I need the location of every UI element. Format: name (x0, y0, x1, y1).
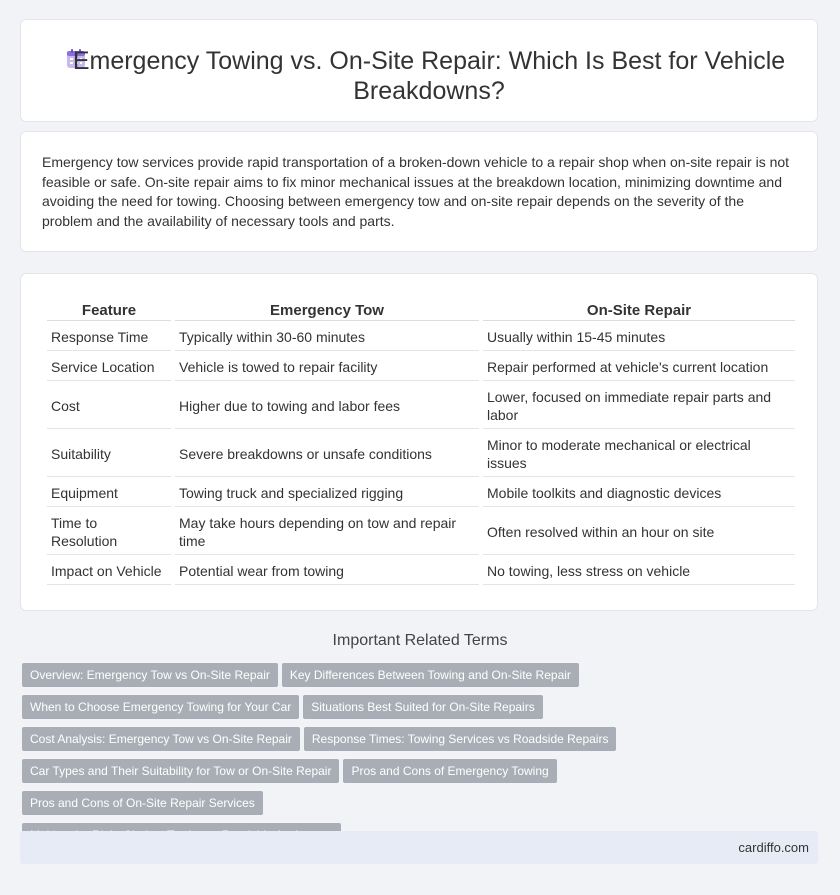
table-cell: No towing, less stress on vehicle (483, 557, 795, 585)
comparison-table (43, 296, 799, 587)
table-header-row (47, 298, 795, 321)
table-cell: Equipment (47, 479, 171, 507)
footer-site-link[interactable]: cardiffo.com (738, 840, 809, 855)
table-row (47, 479, 795, 507)
column-header-on-site-repair: On-Site Repair (483, 298, 795, 321)
table-cell: Potential wear from towing (175, 557, 479, 585)
comparison-table-card (20, 273, 818, 611)
table-cell: Often resolved within an hour on site (483, 509, 795, 555)
table-row (47, 431, 795, 477)
table-cell: Time to Resolution (47, 509, 171, 555)
table-cell: Mobile toolkits and diagnostic devices (483, 479, 795, 507)
intro-card (20, 131, 818, 252)
table-row (47, 557, 795, 585)
table-cell: Response Time (47, 323, 171, 351)
column-header-emergency-tow: Emergency Tow (175, 298, 479, 321)
intro-paragraph: Emergency tow services provide rapid transportation of a broken-down vehicle to a repair shop when on-site repair is not feasible or safe. On-site repair aims to fix minor mechanical issues at the breakdown location, minimizing downtime and avoiding the need for towing. Choosing between emergency tow and on-site repair depends on the severity of the problem and the availability of necessary tools and parts. (42, 154, 790, 229)
header-card (20, 19, 818, 122)
table-cell: Usually within 15-45 minutes (483, 323, 795, 351)
related-term-tag[interactable]: Car Types and Their Suitability for Tow or On-Site Repair (22, 759, 339, 783)
related-terms-list (22, 663, 802, 855)
footer (20, 831, 818, 864)
related-terms-title: Important Related Terms (332, 632, 508, 649)
related-term-tag[interactable]: Cost Analysis: Emergency Tow vs On-Site Repair (22, 727, 300, 751)
table-row (47, 323, 795, 351)
table-cell: Minor to moderate mechanical or electrical issues (483, 431, 795, 477)
page-title: Emergency Towing vs. On-Site Repair: Which Is Best for Vehicle Breakdowns? (72, 47, 786, 105)
table-cell: Impact on Vehicle (47, 557, 171, 585)
related-term-tag[interactable]: Situations Best Suited for On-Site Repairs (303, 695, 542, 719)
related-term-tag[interactable]: Key Differences Between Towing and On-Site Repair (282, 663, 579, 687)
table-row (47, 509, 795, 555)
table-cell: Lower, focused on immediate repair parts and labor (483, 383, 795, 429)
related-term-tag[interactable]: Response Times: Towing Services vs Roadside Repairs (304, 727, 617, 751)
table-cell: Repair performed at vehicle's current location (483, 353, 795, 381)
column-header-feature: Feature (47, 298, 171, 321)
table-cell: Suitability (47, 431, 171, 477)
table-row (47, 383, 795, 429)
table-cell: Severe breakdowns or unsafe conditions (175, 431, 479, 477)
related-term-tag[interactable]: Pros and Cons of On-Site Repair Services (22, 791, 263, 815)
related-term-tag[interactable]: Overview: Emergency Tow vs On-Site Repair (22, 663, 278, 687)
table-cell: Service Location (47, 353, 171, 381)
table-row (47, 353, 795, 381)
table-cell: May take hours depending on tow and repair time (175, 509, 479, 555)
table-cell: Cost (47, 383, 171, 429)
related-term-tag[interactable]: Pros and Cons of Emergency Towing (343, 759, 556, 783)
table-cell: Typically within 30-60 minutes (175, 323, 479, 351)
table-cell: Towing truck and specialized rigging (175, 479, 479, 507)
related-term-tag[interactable]: When to Choose Emergency Towing for Your Car (22, 695, 299, 719)
table-cell: Vehicle is towed to repair facility (175, 353, 479, 381)
table-cell: Higher due to towing and labor fees (175, 383, 479, 429)
